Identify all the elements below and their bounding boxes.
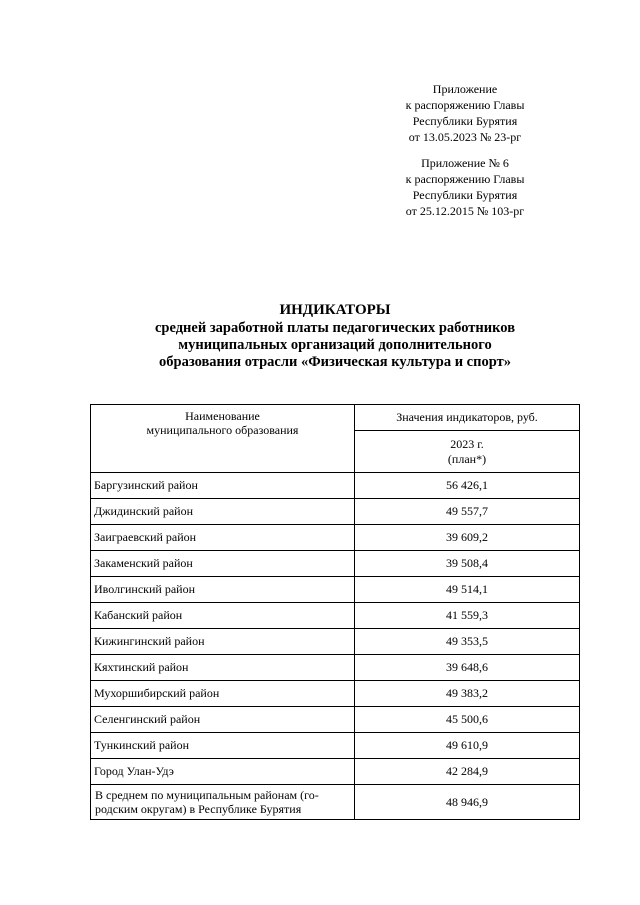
municipality-name: Иволгинский район [91,577,355,603]
indicator-value: 49 610,9 [355,733,580,759]
indicator-value: 39 508,4 [355,551,580,577]
indicator-value: 45 500,6 [355,707,580,733]
title-heading: ИНДИКАТОРЫ [279,302,391,318]
table-row [91,733,580,759]
appendix-line: Республики Бурятия [412,114,518,128]
table-body [91,473,580,820]
appendix-line: Приложение № 6 [421,156,509,170]
municipality-name: Мухоршибирский район [91,681,355,707]
table-row [91,499,580,525]
municipality-name: Кяхтинский район [91,655,355,681]
indicator-value: 49 514,1 [355,577,580,603]
municipality-name: Заиграевский район [91,525,355,551]
table-row [91,525,580,551]
table-row [91,759,580,785]
indicators-table [90,404,580,820]
indicator-value: 39 609,2 [355,525,580,551]
header-indicator-values: Значения индикаторов, руб. [355,405,580,431]
header-year-line: (план*) [447,451,487,466]
table-header-row [91,405,580,431]
municipality-name: Город Улан-Удэ [91,759,355,785]
municipality-name: Кижингинский район [91,629,355,655]
indicator-value: 41 559,3 [355,603,580,629]
appendix-line: к распоряжению Главы [405,172,525,186]
indicator-value: 42 284,9 [355,759,580,785]
municipality-name: Джидинский район [91,499,355,525]
indicator-value: 49 557,7 [355,499,580,525]
table-row [91,681,580,707]
document-title [80,302,590,371]
appendix-line: от 13.05.2023 № 23-рг [408,130,522,144]
header-municipality [91,405,355,473]
appendix-line: Республики Бурятия [412,188,518,202]
header-year [355,431,580,473]
indicator-value: 49 353,5 [355,629,580,655]
table-row [91,629,580,655]
average-label-line: родским округам) в Республике Бурятия [95,802,302,816]
title-line: муниципальных организаций дополнительного [178,337,492,353]
indicator-value: 39 648,6 [355,655,580,681]
table-row [91,603,580,629]
appendix-note-original [300,155,630,219]
municipality-name: Кабанский район [91,603,355,629]
municipality-name: Тункинский район [91,733,355,759]
indicator-value: 49 383,2 [355,681,580,707]
municipality-name: Закаменский район [91,551,355,577]
table-row [91,577,580,603]
appendix-note-current [300,81,630,145]
average-value: 48 946,9 [355,785,580,820]
title-line: образования отрасли «Физическая культура и спорт» [159,354,511,370]
appendix-line: Приложение [432,82,498,96]
header-year-line: 2023 г. [450,436,484,451]
header-municipality-line: Наименование [185,409,260,423]
table-row [91,707,580,733]
average-label [91,785,355,820]
indicator-value: 56 426,1 [355,473,580,499]
header-municipality-line: муниципального образования [146,423,299,437]
average-label-line: В среднем по муниципальным районам (го- [95,788,319,802]
municipality-name: Селенгинский район [91,707,355,733]
appendix-line: к распоряжению Главы [405,98,525,112]
appendix-line: от 25.12.2015 № 103-рг [405,204,525,218]
municipality-name: Баргузинский район [91,473,355,499]
table-row-average [91,785,580,820]
table-row [91,551,580,577]
table-row [91,473,580,499]
title-line: средней заработной платы педагогических работников [154,320,516,336]
table-row [91,655,580,681]
